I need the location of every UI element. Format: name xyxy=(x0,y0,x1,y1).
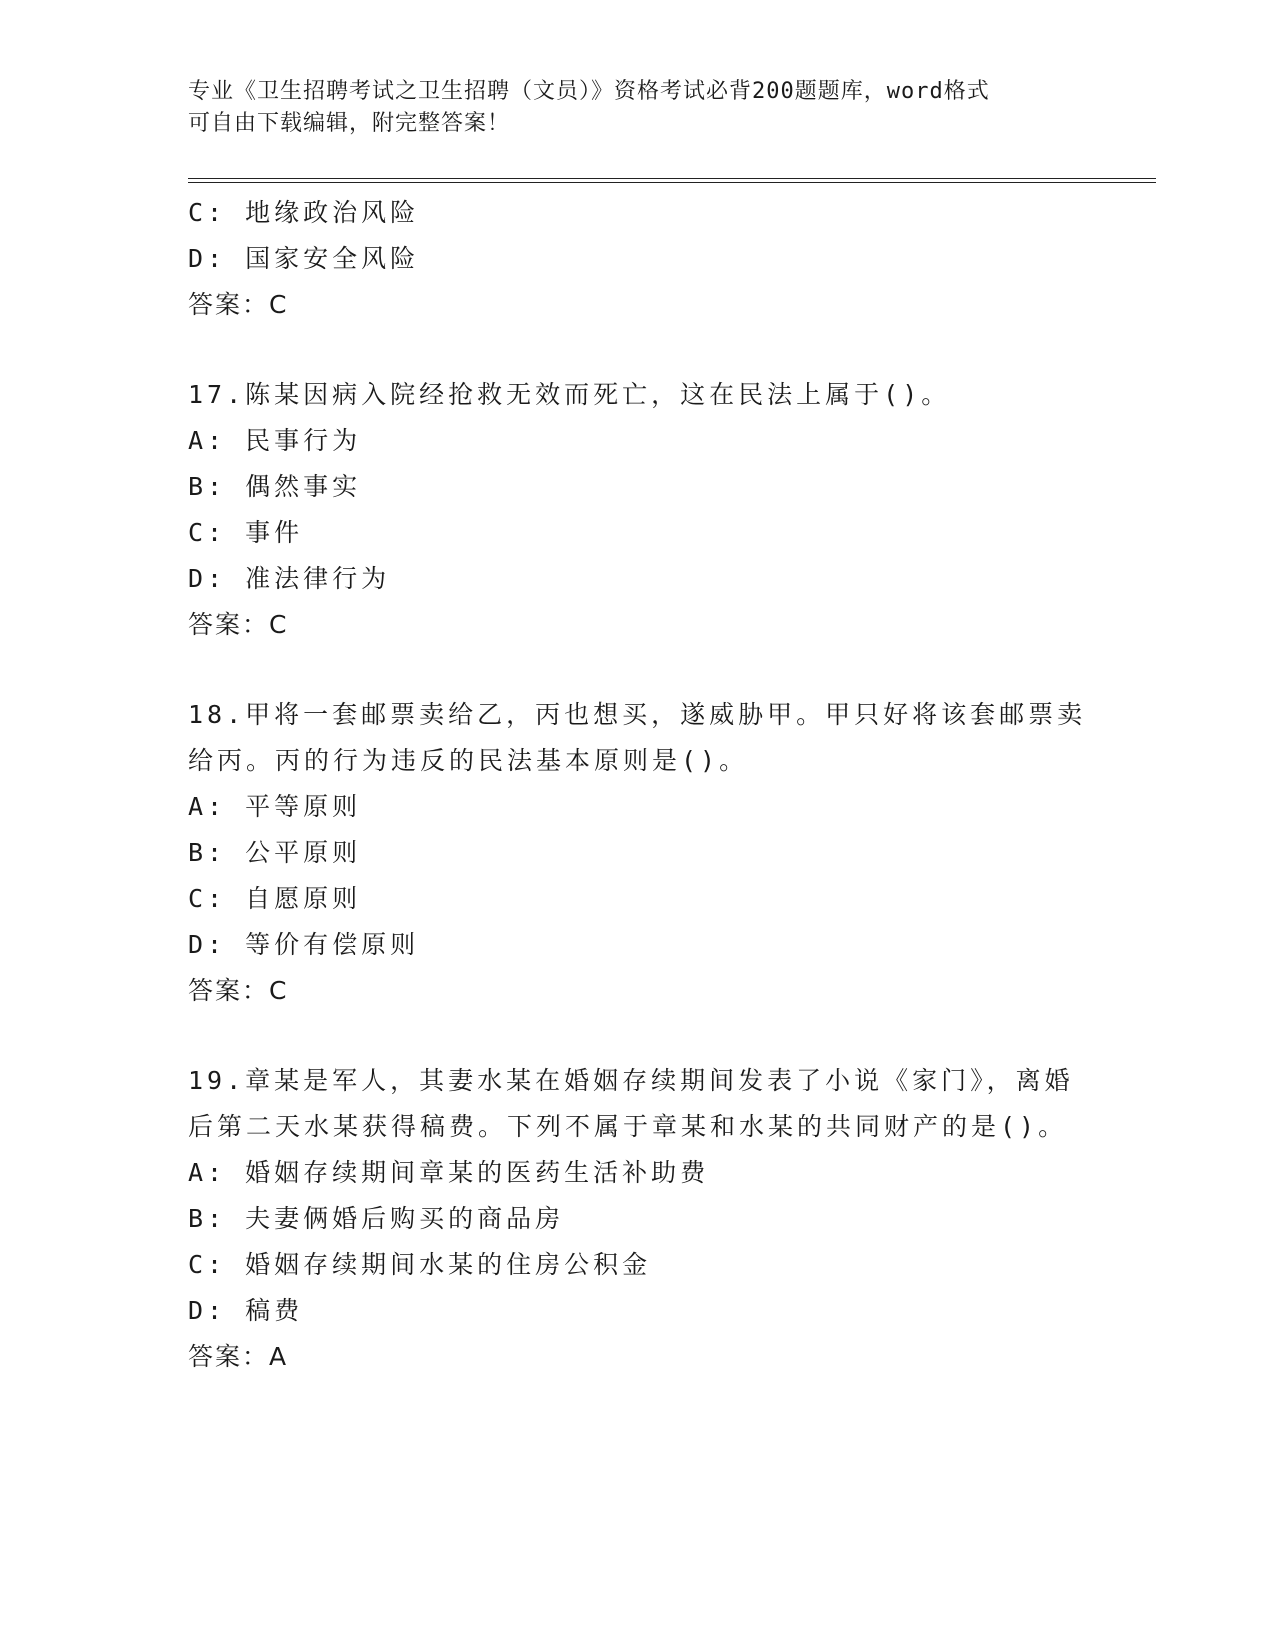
question-text: 17.陈某因病入院经抢救无效而死亡，这在民法上属于()。 xyxy=(188,380,951,409)
spacer xyxy=(188,1014,1088,1058)
header-divider-top xyxy=(188,178,1156,179)
option-d: D: 准法律行为 xyxy=(188,564,391,593)
option-c: C: 婚姻存续期间水某的住房公积金 xyxy=(188,1250,652,1279)
spacer xyxy=(188,328,1088,372)
header-title-line-2: 可自由下载编辑，附完整答案！ xyxy=(188,111,511,136)
option-d: D: 国家安全风险 xyxy=(188,244,420,273)
option-b: B: 公平原则 xyxy=(188,838,362,867)
option-c: C: 自愿原则 xyxy=(188,884,362,913)
header-title-line-1: 专业《卫生招聘考试之卫生招聘（文员）》资格考试必背200题题库，word格式 xyxy=(188,79,990,104)
spacer xyxy=(188,648,1088,692)
answer-line: 答案：C xyxy=(188,610,289,639)
option-b: B: 夫妻俩婚后购买的商品房 xyxy=(188,1204,565,1233)
question-list xyxy=(188,190,1088,1380)
question-text: 18.甲将一套邮票卖给乙，丙也想买，遂威胁甲。甲只好将该套邮票卖给丙。丙的行为违反的民法基本原则是()。 xyxy=(188,700,1087,775)
option-a: A: 婚姻存续期间章某的医药生活补助费 xyxy=(188,1158,710,1187)
header-divider-bottom xyxy=(188,182,1156,183)
option-a: A: 民事行为 xyxy=(188,426,362,455)
answer-line: 答案：A xyxy=(188,1342,289,1371)
question-19 xyxy=(188,1058,1088,1380)
option-a: A: 平等原则 xyxy=(188,792,362,821)
option-d: D: 稿费 xyxy=(188,1296,304,1325)
question-17 xyxy=(188,372,1088,648)
answer-line: 答案：C xyxy=(188,976,289,1005)
answer-line: 答案：C xyxy=(188,290,289,319)
option-c: C: 事件 xyxy=(188,518,304,547)
question-text: 19.章某是军人，其妻水某在婚姻存续期间发表了小说《家门》，离婚后第二天水某获得稿费。下列不属于章某和水某的共同财产的是()。 xyxy=(188,1066,1074,1141)
question-18 xyxy=(188,692,1088,1014)
option-d: D: 等价有偿原则 xyxy=(188,930,420,959)
question-16-continued xyxy=(188,190,1088,328)
option-c: C: 地缘政治风险 xyxy=(188,198,420,227)
option-b: B: 偶然事实 xyxy=(188,472,362,501)
document-header xyxy=(188,76,1068,140)
